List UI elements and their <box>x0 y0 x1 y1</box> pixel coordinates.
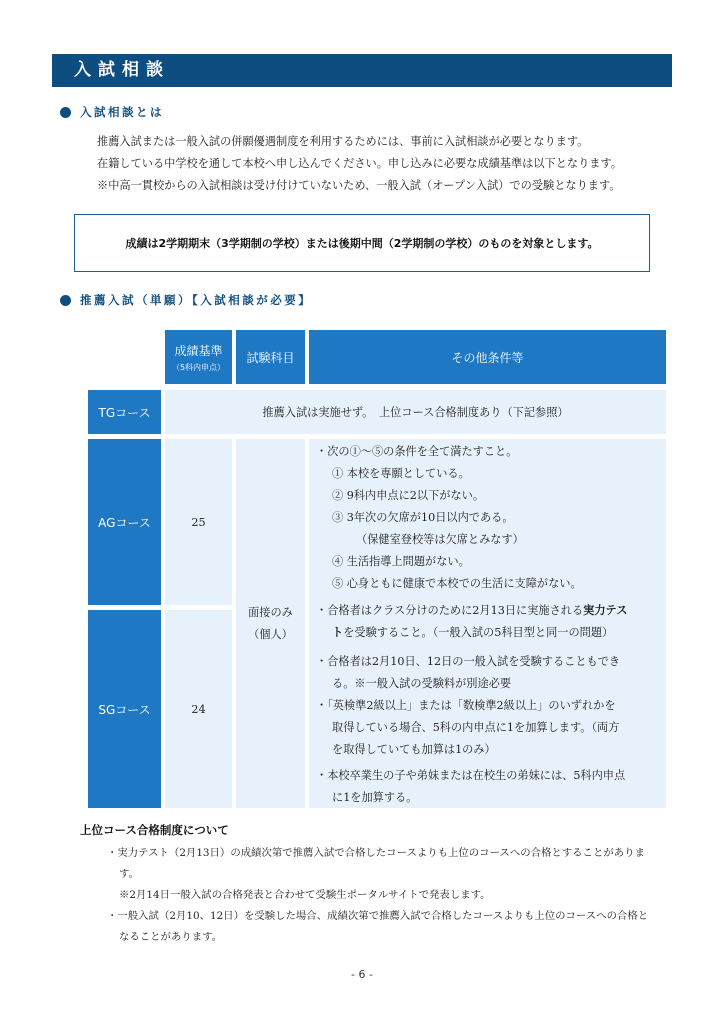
condition-line <box>316 600 627 622</box>
note-line: なることがあります。 <box>119 931 223 943</box>
section-heading-label: 入試相談とは <box>80 105 164 119</box>
course-ag <box>88 439 161 605</box>
condition-list-1 <box>316 441 582 595</box>
condition-item: ② 9科内申点に2以下がない。 <box>332 489 485 502</box>
page-number: - 6 - <box>351 968 373 981</box>
header-subject <box>236 330 305 384</box>
section-heading-consultation <box>60 104 164 120</box>
intro-line: 在籍している中学校を通して本校へ申し込んでください。申し込みに必要な成績基準は以下となります。 <box>97 157 622 170</box>
bullet-dot-icon <box>60 295 71 306</box>
condition-line: 取得している場合、5科の内申点に1を加算します。（両方 <box>332 721 620 734</box>
sg-score: 24 <box>165 610 232 808</box>
note-line: ※2月14日一般入試の合格発表と合わせて受験生ポータルサイトで発表します。 <box>119 889 491 901</box>
course-sg <box>88 610 161 808</box>
ag-score: 25 <box>165 439 232 605</box>
condition-list-3 <box>316 651 620 761</box>
note-line: ・一般入試（2月10、12日）を受験した場合、成績次第で推薦入試で合格したコースよりも上位のコースへの合格と <box>107 910 649 922</box>
course-sg-label: SGコース <box>98 702 151 717</box>
page-title: 入試相談 <box>52 54 672 87</box>
tg-description: 推薦入試は実施せず。 上位コース合格制度あり（下記参照） <box>165 390 666 434</box>
condition-text: ・合格者はクラス分けのために2月13日に実施される <box>316 604 584 617</box>
condition-line: ・本校卒業生の子や弟妹または在校生の弟妹には、5科内申点 <box>316 769 626 782</box>
header-criteria <box>165 330 232 384</box>
header-other-label: その他条件等 <box>451 350 524 365</box>
condition-text: を受験すること。（一般入試の5科目型と同一の問題） <box>343 626 614 639</box>
condition-line: ・次の①～⑤の条件を全て満たすこと。 <box>316 445 518 458</box>
condition-line: ・「英検準2級以上」または「数検準2級以上」のいずれかを <box>316 699 616 712</box>
grade-notice-box: 成績は2学期期末（3学期制の学校）または後期中間（2学期制の学校）のものを対象とします。 <box>74 214 650 272</box>
course-tg <box>88 390 161 434</box>
exam-subject-cell <box>236 439 305 808</box>
header-subject-label: 試験科目 <box>246 350 295 365</box>
note-line: ・実力テスト（2月13日）の成績次第で推薦入試で合格したコースよりも上位のコースへの合格とすることがありま <box>107 847 645 859</box>
condition-bold-text: ト <box>332 626 344 639</box>
condition-item: ⑤ 心身ともに健康で本校での生活に支障がない。 <box>332 577 582 590</box>
condition-bold-text: 実力テス <box>583 604 628 617</box>
condition-item: ① 本校を専願としている。 <box>332 467 470 480</box>
intro-paragraph <box>97 131 687 197</box>
condition-item: ③ 3年次の欠席が10日以内である。 <box>332 511 514 524</box>
condition-line: に1を加算する。 <box>332 791 418 804</box>
upper-course-heading: 上位コース合格制度について <box>80 823 229 837</box>
condition-item: ④ 生活指導上問題がない。 <box>332 555 470 568</box>
condition-item: （保健室登校等は欠席とみなす） <box>356 533 524 546</box>
header-other-conditions <box>309 330 666 384</box>
condition-line: を取得していても加算は1のみ） <box>332 743 496 756</box>
intro-line: ※中高一貫校からの入試相談は受け付けていないため、一般入試（オープン入試）での受験となります。 <box>97 179 621 192</box>
intro-line: 推薦入試または一般入試の併願優遇制度を利用するためには、事前に入試相談が必要となります。 <box>97 135 589 148</box>
exam-subject-line: （個人） <box>248 627 293 641</box>
condition-line <box>316 622 627 644</box>
exam-subject-line: 面接のみ <box>248 605 293 619</box>
condition-line: ・合格者は2月10日、12日の一般入試を受験することもでき <box>316 655 621 668</box>
note-line: す。 <box>119 868 139 880</box>
condition-line: る。※一般入試の受験料が別途必要 <box>332 677 512 690</box>
section-heading-recommendation <box>60 292 312 308</box>
course-tg-label: TGコース <box>98 405 151 420</box>
upper-course-notes <box>107 843 648 948</box>
section-heading-label: 推薦入試（単願）【入試相談が必要】 <box>80 293 313 307</box>
condition-list-2 <box>316 600 627 644</box>
condition-list-4 <box>316 765 625 809</box>
bullet-dot-icon <box>60 107 71 118</box>
header-criteria-sub: （5科内申点） <box>171 362 226 372</box>
header-criteria-label: 成績基準 <box>174 343 223 358</box>
course-ag-label: AGコース <box>98 515 151 530</box>
